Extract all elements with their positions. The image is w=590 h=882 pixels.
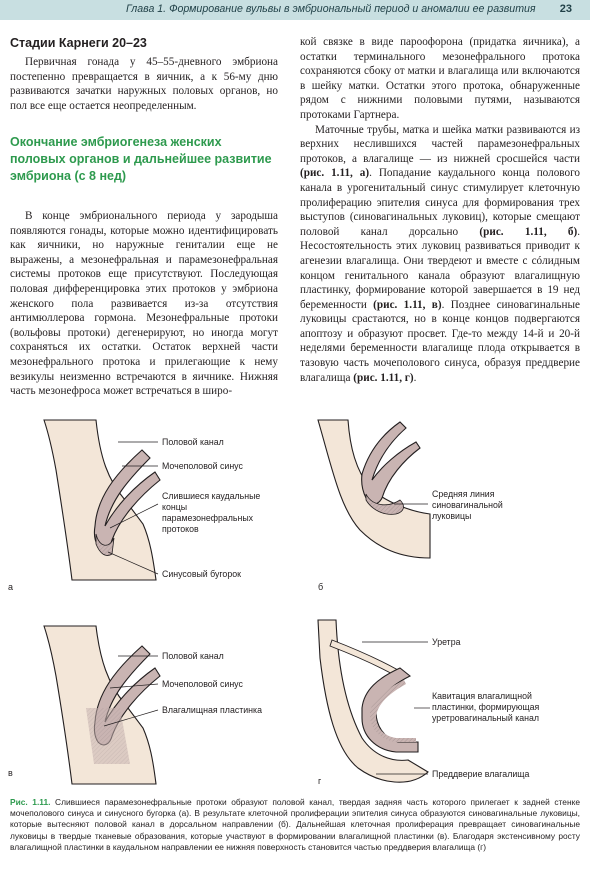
panel-a [8,420,260,592]
para2-text-c: . Несостоятельность этих луковиц развиваться приводит к агенезии влагалища. Они твердеют и вместе с сóлидным концом генитального канала образуют влагалищную пластинку, формирование которой завершается в 19 нед беременности [300,225,581,311]
para2-text-e: . [413,371,417,384]
figure-1-11 [0,408,590,796]
label-c-2: Мочеполовой синус [162,679,243,689]
right-paragraph-1: кой связке в виде пароофорона (придатка яичника), а остатки терминального мезонефрального протока сохраняются сбоку от матки и влагалища или включаются в шейку матки. Остатки этого протока, обнаруженные рядом с нижними половыми путями, называются протоками Гартнера. [300,36,580,121]
label-d-2: Кавитация влагалищной [432,691,532,701]
label-a-2: Мочеполовой синус [162,461,243,471]
label-a-5: парамезонефральных [162,513,254,523]
label-d-4: уретровагинальный канал [432,713,540,723]
panel-letter-b: б [318,582,324,592]
label-d-1: Уретра [432,637,461,647]
figure-ref-a: (рис. 1.11, а) [300,167,370,180]
label-c-1: Половой канал [162,651,224,661]
label-a-7: Синусовый бугорок [162,569,241,579]
panel-letter-a: а [8,582,14,592]
chapter-title: Глава 1. Формирование вульвы в эмбриональный период и аномалии ее развития [126,3,536,15]
section-paragraph-block [10,209,278,399]
caption-lead: Рис. 1.11. [10,797,51,807]
figure-ref-c: (рис. 1.11, в) [373,298,442,311]
label-b-1: Средняя линия [432,489,495,499]
page-number: 23 [559,3,572,15]
stage-paragraph: Первичная гонада у 45–55-дневного эмбриона постепенно превращается в яичник, а к 56-му дню развиваются зачатки наружных половых органов, но пол все еще остается неопределенным. [10,56,278,112]
right-paragraph-2 [300,123,580,386]
panel-letter-d: г [318,776,322,786]
panel-a-tissue [44,420,156,580]
panel-letter-c: в [8,768,13,778]
figure-ref-d: (рис. 1.11, г) [353,371,414,384]
para2-text-b: . Попадание каудального конца полового канала в урогенитальный синус стимулирует клеточную пролиферацию эпителия синуса для формирования трех выступов (синовагинальных луковиц), которые смещают половой канал дорсально [300,167,581,238]
stage-heading: Стадии Карнеги 20–23 [10,36,147,50]
panel-d [318,620,540,786]
section-heading: Окончание эмбриогенеза женских половых органов и дальнейшее развитие эмбриона (с 8 нед) [10,135,272,183]
figure-ref-b: (рис. 1.11, б) [479,225,578,238]
panel-b [318,420,503,592]
page-header [0,0,590,20]
caption-text: Слившиеся парамезонефральные протоки образуют половой канал, твердая задняя часть которого прилегает к задней стенке мочеполового синуса и синусного бугорка (а). В результате клеточной пролиферации эпителия синуса образуются синовагинальные луковицы, которые вытесняют половой канал в дорсальном направлении (б). Дальнейшая клеточная пролиферация превращает синовагинальные луковицы в твердые тканевые образования, которые участвуют в формировании влагалищной пластинки (в). Благодаря экстенсивному росту влагалищной пластинки в каудальном направлении ее нижняя поверхность становится частью преддверия влагалища (г) [10,797,580,852]
para2-text-a: Маточные трубы, матка и шейка матки развиваются из верхних неслившихся частей парамезонефральных протоков, а влагалище — из нижней сросшейся части [300,123,580,165]
section-paragraph: В конце эмбрионального периода у зародыша появляются гонады, которые можно идентифицировать как яичники, но наружные гениталии еще не выражены, а мезонефральная и парамезонефральная системы протоков еще присутствуют. Последующая половая дифференцировка этих протоков у эмбриона женского пола развивается из-за отсутствия антимюллерова гормона. Мезонефральные протоки (вольфовы протоки) дегенерируют, но иногда могут сохраняться их остатки. Остаток верхней части мезонефрального протока и прилегающие к нему везикулы неизменно встречаются в яичнике. Нижняя часть мезонефроса может встречаться в широ- [10,210,278,398]
label-d-3: пластинки, формирующая [432,702,540,712]
label-a-4: концы [162,502,188,512]
right-column [300,35,580,385]
stage-paragraph-block [10,55,278,113]
label-a-3: Слившиеся каудальные [162,491,261,501]
panel-b-duct [362,422,420,504]
label-b-2: синовагинальной [432,500,503,510]
label-a-1: Половой канал [162,437,224,447]
label-a-6: протоков [162,524,199,534]
panel-c [8,626,262,784]
label-d-5: Преддверие влагалища [432,769,530,779]
label-c-3: Влагалищная пластинка [162,705,262,715]
figure-caption [10,797,580,853]
label-b-3: луковицы [432,511,472,521]
para2-text-d: . Позднее синовагинальные луковицы срастаются, но в конце концов подвергаются апоптозу и образуют просвет. Где-то между 14-й и 20-й неделями беременности влагалище плода открывается в тазовую часть мочеполового синуса, образуя преддверие влагалища [300,298,581,384]
